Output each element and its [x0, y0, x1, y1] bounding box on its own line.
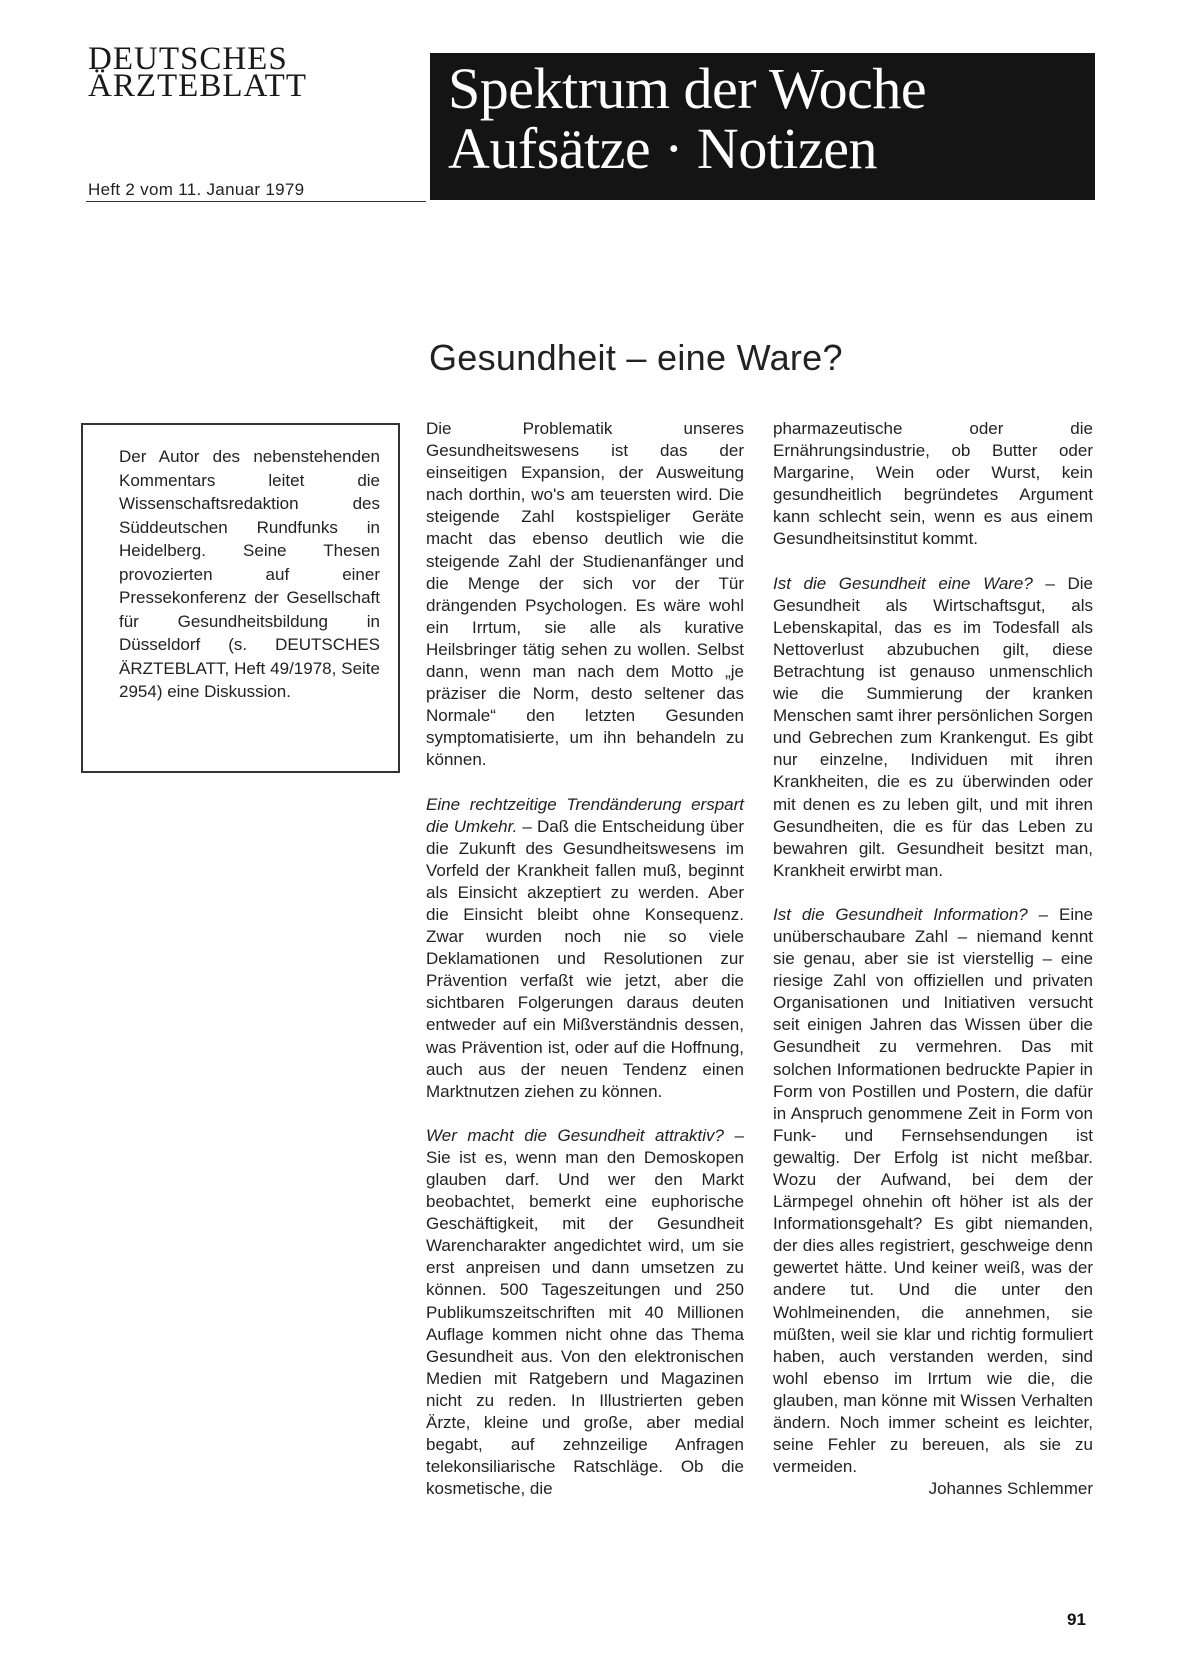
section-header	[430, 53, 1095, 198]
paragraph: Die Problematik unseres Gesundheitswesens ist das der einseitigen Expansion, der Ausweitung nach dorthin, wo's am teuersten wird. Die steigende Zahl kostspieliger Geräte macht das ebenso deutlich wie die steigende Zahl der Studienanfänger und die Menge der sich vor der Tür drängenden Psychologen. Es wäre wohl ein Irrtum, sie alle als kurative Heilsbringer tätig sehen zu wollen. Selbst dann, wenn man nach dem Motto „je präziser die Norm, desto seltener das Normale“ den letzten Gesunden symptomatisierte, um ihn behandeln zu können.	[426, 419, 744, 770]
paragraph	[426, 794, 744, 1103]
section-header-line-2: Aufsätze · Notizen	[448, 116, 878, 181]
paragraph-body: – Die Gesundheit als Wirtschaftsgut, als Lebenskapital, das es im Todesfall als Nettoverlust abzubuchen gilt, diese Betrachtung ist genauso unmenschlich wie die Summierung der kranken Menschen samt ihrer persönlichen Sorgen und Gebrechen zum Krankengut. Es gibt nur einzelne, Individuen mit ihren Krankheiten, die es zu überwinden oder mit denen es zu leben gilt, und mit ihren Gesundheiten, die es für das Leben zu bewahren gilt. Gesundheit besitzt man, Krankheit erwirbt man.	[773, 573, 1093, 880]
paragraph-lead: Ist die Gesundheit eine Ware?	[773, 573, 1033, 593]
paragraph	[426, 1125, 744, 1501]
article-column-2	[773, 418, 1093, 1500]
section-header-line-1: Spektrum der Woche	[448, 56, 927, 121]
masthead-title	[88, 41, 418, 104]
paragraph-lead: Ist die Gesundheit Information?	[773, 904, 1028, 924]
header-divider	[430, 198, 1095, 200]
paragraph-body: – Sie ist es, wenn man den Demoskopen glauben darf. Und wer den Markt beobachtet, bemerkt eine euphorische Geschäftigkeit, mit der Gesundheit Warencharakter angedichtet wird, um sie erst anpreisen und dann umsetzen zu können. 500 Tageszeitungen und 250 Publikumszeitschriften mit 40 Millionen Auflage kommen nicht ohne das Thema Gesundheit aus. Von den elektronischen Medien mit Ratgebern und Magazinen nicht zu reden. In Illustrierten geben Ärzte, kleine und große, aber medial begabt, auf zehnzeilige Anfragen telekonsiliarische Ratschläge. Ob die kosmetische, die	[426, 1125, 744, 1499]
paragraph	[773, 573, 1093, 882]
issue-date: Heft 2 vom 11. Januar 1979	[88, 180, 305, 199]
masthead-line-2: ÄRZTEBLATT	[88, 68, 307, 104]
paragraph-lead: Eine rechtzeitige Trendänderung erspart die Umkehr.	[426, 794, 744, 836]
article-title: Gesundheit – eine Ware?	[429, 337, 843, 378]
paragraph	[773, 904, 1093, 1478]
paragraph-body: – Daß die Entscheidung über die Zukunft des Gesundheitswesens im Vorfeld der Krankheit fallen muß, beginnt als Einsicht akzeptiert zu werden. Aber die Einsicht bleibt ohne Konsequenz. Zwar wurden noch nie so viele Deklamationen und Resolutionen zur Prävention verfaßt wie jetzt, aber die sichtbaren Folgerungen daraus deuten entweder auf ein Mißverständnis dessen, was Prävention ist, oder auf die Hoffnung, auch aus der neuen Tendenz einen Marktnutzen ziehen zu können.	[426, 816, 744, 1101]
paragraph-lead: Wer macht die Gesundheit attraktiv?	[426, 1125, 724, 1145]
page-number: 91	[1067, 1610, 1086, 1629]
paragraph: pharmazeutische oder die Ernährungsindustrie, ob Butter oder Margarine, Wein oder Wurst, kein gesundheitlich begründetes Argument kann schlecht sein, wenn es aus einem Gesundheitsinstitut kommt.	[773, 419, 1093, 549]
author-signature: Johannes Schlemmer	[928, 1479, 1093, 1499]
author-note-text: Der Autor des nebenstehenden Kommentars leitet die Wissenschaftsredaktion des Süddeutschen Rundfunks in Heidelberg. Seine Thesen provozierten auf einer Pressekonferenz der Gesellschaft für Gesundheitsbildung in Düsseldorf (s. DEUTSCHES ÄRZTEBLATT, Heft 49/1978, Seite 2954) eine Diskussion.	[119, 447, 380, 701]
article-column-1	[426, 418, 744, 1522]
author-note-box	[81, 423, 400, 773]
masthead-line-1: DEUTSCHES	[88, 41, 288, 77]
paragraph-body: – Eine unüberschaubare Zahl – niemand kennt sie genau, aber sie ist vierstellig – eine riesige Zahl von offiziellen und privaten Organisationen und Initiativen versucht seit einigen Jahren das Wissen über die Gesundheit zu vermehren. Das mit solchen Informationen bedruckte Papier in Form von Postillen und Postern, die dafür in Anspruch genommene Zeit in Form von Funk- und Fernsehsendungen ist gewaltig. Der Erfolg ist nicht meßbar. Wozu der Aufwand, bei dem der Lärmpegel ohnehin oft höher ist als der Informationsgehalt? Es gibt niemanden, der dies alles registriert, geschweige denn gewertet hätte. Und keiner weiß, was der andere tut. Und die unter den Wohlmeinenden, die annehmen, sie müßten, weil sie klar und richtig formuliert haben, auch verstanden werden, sind wohl ebenso im Irrtum wie die, die glauben, man könne mit Wissen Verhalten ändern. Noch immer scheint es leichter, seine Fehler zu bereuen, als sie zu vermeiden.	[773, 904, 1094, 1477]
issue-divider	[86, 201, 426, 202]
